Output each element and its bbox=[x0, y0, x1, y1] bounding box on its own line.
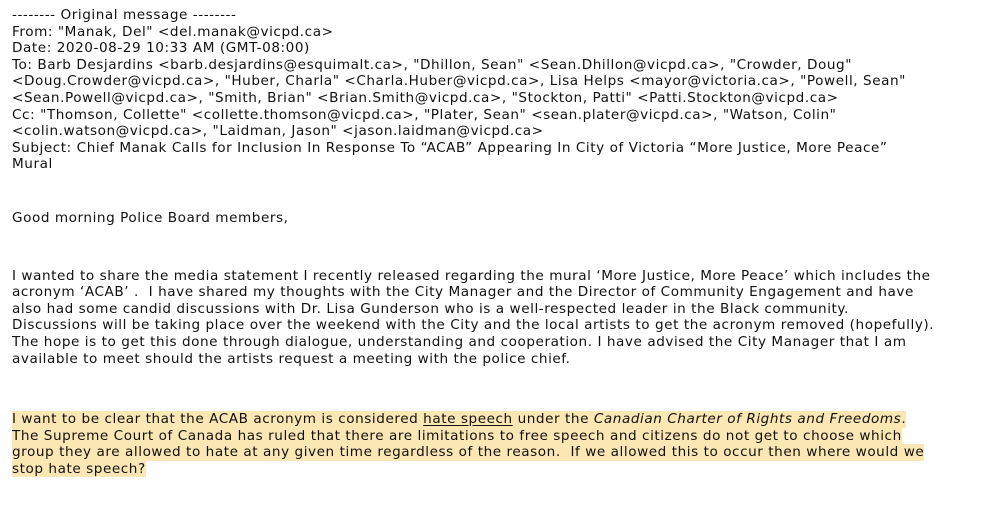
paragraph-line: also had some candid discussions with Dr. Lisa Gunderson who is a well-respected leader in the Black community. bbox=[12, 300, 849, 317]
email-document bbox=[12, 7, 992, 477]
cc-line: <colin.watson@vicpd.ca>, "Laidman, Jason" <jason.laidman@vicpd.ca> bbox=[12, 123, 544, 140]
text-segment: under the bbox=[512, 411, 594, 428]
paragraph-line: I wanted to share the media statement I recently released regarding the mural ‘More Justice, More Peace’ which includes the bbox=[12, 267, 931, 284]
subject-line: Mural bbox=[12, 156, 53, 173]
highlighted-line bbox=[12, 444, 992, 461]
paragraph-line: The hope is to get this done through dialogue, understanding and cooperation. I have advised the City Manager that I am bbox=[12, 333, 907, 350]
text-segment: I want to be clear that the ACAB acronym is considered bbox=[12, 411, 424, 428]
paragraph-line: available to meet should the artists request a meeting with the police chief. bbox=[12, 350, 571, 367]
greeting: Good morning Police Board members, bbox=[12, 209, 289, 226]
paragraph-line: Discussions will be taking place over the weekend with the City and the local artists to get the acronym removed (hopefully). bbox=[12, 317, 935, 334]
subject-line: Subject: Chief Manak Calls for Inclusion In Response To “ACAB” Appearing In City of Victoria “More Justice, More Peace” bbox=[12, 139, 888, 156]
highlighted-line bbox=[12, 428, 992, 445]
paragraph-media-statement bbox=[12, 268, 992, 368]
paragraph-line: acronym ‘ACAB’ . I have shared my thoughts with the City Manager and the Director of Community Engagement and have bbox=[12, 284, 914, 301]
to-line: <Doug.Crowder@vicpd.ca>, "Huber, Charla" <Charla.Huber@vicpd.ca>, Lisa Helps <mayor@victoria.ca>, "Powell, Sean" bbox=[12, 73, 906, 90]
date-line: Date: 2020-08-29 10:33 AM (GMT-08:00) bbox=[12, 40, 310, 57]
highlighted-line bbox=[12, 461, 992, 478]
italic-charter-title: Canadian Charter of Rights and Freedoms bbox=[593, 411, 902, 428]
highlighted-paragraph-hate-speech bbox=[12, 411, 992, 477]
cc-line: Cc: "Thomson, Collette" <collette.thomson@vicpd.ca>, "Plater, Sean" <sean.plater@vicpd.ca>, "Watson, Colin" bbox=[12, 106, 837, 123]
highlight-span: group they are allowed to hate at any given time regardless of the reason. If we allowed this to occur then where would we bbox=[12, 444, 925, 461]
underlined-hate-speech: hate speech bbox=[423, 411, 513, 428]
to-line: To: Barb Desjardins <barb.desjardins@esquimalt.ca>, "Dhillon, Sean" <Sean.Dhillon@vicpd.ca>, "Crowder, Doug" bbox=[12, 56, 853, 73]
email-header bbox=[12, 7, 992, 173]
highlighted-line bbox=[12, 411, 992, 428]
text-segment: . bbox=[901, 411, 907, 428]
highlight-span: stop hate speech? bbox=[12, 460, 146, 477]
original-message-separator: -------- Original message -------- bbox=[12, 7, 237, 23]
highlight-span bbox=[12, 411, 906, 428]
to-line: <Sean.Powell@vicpd.ca>, "Smith, Brian" <Brian.Smith@vicpd.ca>, "Stockton, Patti" <Patti.Stockton@vicpd.ca> bbox=[12, 89, 839, 106]
from-line: From: "Manak, Del" <del.manak@vicpd.ca> bbox=[12, 23, 334, 40]
highlight-span: The Supreme Court of Canada has ruled that there are limitations to free speech and citizens do not get to choose which bbox=[12, 427, 902, 444]
